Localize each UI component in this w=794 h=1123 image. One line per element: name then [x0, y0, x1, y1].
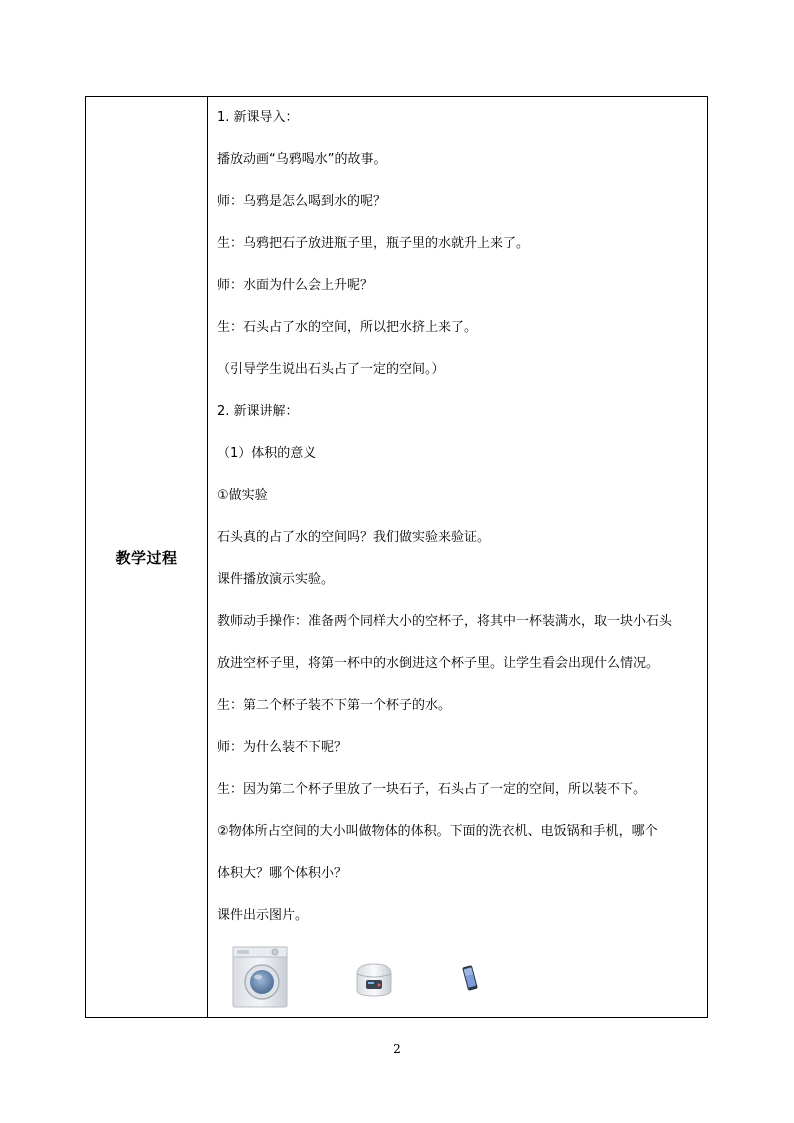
page-number: 2 — [393, 1042, 401, 1056]
text-line: 师：水面为什么会上升呢？ — [217, 278, 374, 293]
text-line: ①做实验 — [217, 488, 268, 503]
text-line: 放进空杯子里，将第一杯中的水倒进这个杯子里。让学生看会出现什么情况。 — [217, 656, 660, 671]
text-line: 教师动手操作：准备两个同样大小的空杯子，将其中一杯装满水，取一块小石头 — [217, 614, 673, 629]
text-line: ②物体所占空间的大小叫做物体的体积。下面的洗衣机、电饭锅和手机，哪个 — [217, 824, 658, 839]
section-label: 教学过程 — [115, 548, 178, 567]
mobile-phone-image — [460, 964, 480, 992]
text-line: 师：乌鸦是怎么喝到水的呢？ — [217, 194, 387, 209]
column-divider — [207, 97, 208, 1017]
lesson-table — [85, 96, 708, 1018]
washing-machine-image — [231, 946, 289, 1008]
text-line: 生：石头占了水的空间，所以把水挤上来了。 — [217, 320, 478, 335]
text-line: 课件播放演示实验。 — [217, 572, 335, 587]
text-line: 体积大？哪个体积小？ — [217, 866, 348, 881]
text-line: 师：为什么装不下呢？ — [217, 740, 348, 755]
text-line: 课件出示图片。 — [217, 908, 309, 923]
text-line: （引导学生说出石头占了一定的空间。） — [217, 362, 445, 377]
text-line: 石头真的占了水的空间吗？我们做实验来验证。 — [217, 530, 491, 545]
text-line: 生：因为第二个杯子里放了一块石子，石头占了一定的空间，所以装不下。 — [217, 782, 647, 797]
text-line: 生：乌鸦把石子放进瓶子里，瓶子里的水就升上来了。 — [217, 236, 530, 251]
rice-cooker-image — [353, 960, 395, 998]
text-line: 生：第二个杯子装不下第一个杯子的水。 — [217, 698, 452, 713]
text-line: 2. 新课讲解： — [217, 404, 299, 419]
text-line: 播放动画“乌鸦喝水”的故事。 — [217, 152, 387, 167]
text-line: 1. 新课导入： — [217, 110, 299, 125]
appliance-pictures — [217, 940, 497, 1008]
section-label-cell — [86, 97, 207, 1017]
text-line: （1）体积的意义 — [217, 446, 317, 461]
